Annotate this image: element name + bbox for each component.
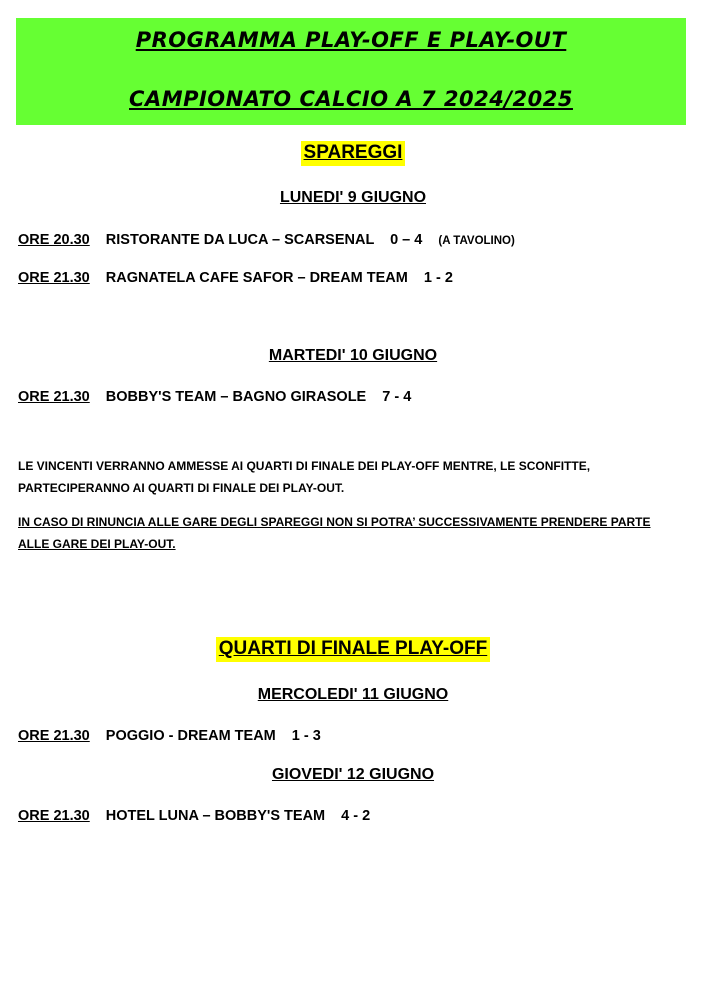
quarti-title: QUARTI DI FINALE PLAY-OFF bbox=[216, 637, 490, 662]
day-label: GIOVEDI' 12 GIUGNO bbox=[271, 766, 435, 783]
header-title: PROGRAMMA PLAY-OFF E PLAY-OUT bbox=[135, 28, 567, 52]
match-time: ORE 21.30 bbox=[18, 728, 90, 744]
notice-withdrawal bbox=[18, 511, 688, 555]
day-label: LUNEDI' 9 GIUGNO bbox=[279, 189, 427, 206]
header-subtitle: CAMPIONATO CALCIO A 7 2024/2025 bbox=[129, 87, 573, 111]
match-teams: RAGNATELA CAFE SAFOR – DREAM TEAM bbox=[105, 270, 408, 286]
match-note: (A TAVOLINO) bbox=[438, 235, 515, 247]
spareggi-title: SPAREGGI bbox=[301, 141, 406, 166]
match-row bbox=[18, 808, 370, 824]
match-teams: HOTEL LUNA – BOBBY'S TEAM bbox=[105, 808, 326, 824]
match-teams: POGGIO - DREAM TEAM bbox=[105, 728, 276, 744]
quarti-section-heading bbox=[0, 637, 706, 662]
notice-qualification bbox=[18, 455, 688, 499]
notice-line: PARTECIPERANNO AI QUARTI DI FINALE DEI PLAY-OUT. bbox=[18, 481, 345, 495]
match-teams: BOBBY'S TEAM – BAGNO GIRASOLE bbox=[105, 389, 367, 405]
match-score: 1 - 3 bbox=[291, 728, 321, 744]
match-row bbox=[18, 270, 453, 286]
match-score: 7 - 4 bbox=[382, 389, 412, 405]
match-score: 1 - 2 bbox=[423, 270, 453, 286]
match-time: ORE 21.30 bbox=[18, 389, 90, 405]
spareggi-section-heading bbox=[0, 141, 706, 166]
day-label: MERCOLEDI' 11 GIUGNO bbox=[257, 686, 449, 703]
notice-line: LE VINCENTI VERRANNO AMMESSE AI QUARTI DI FINALE DEI PLAY-OFF MENTRE, LE SCONFITTE, bbox=[18, 459, 591, 473]
match-score: 4 - 2 bbox=[341, 808, 371, 824]
match-row bbox=[18, 728, 321, 744]
match-score: 0 – 4 bbox=[390, 232, 423, 248]
match-time: ORE 21.30 bbox=[18, 808, 90, 824]
header-banner bbox=[16, 18, 686, 125]
match-row bbox=[18, 389, 411, 405]
match-row bbox=[18, 232, 515, 248]
match-teams: RISTORANTE DA LUCA – SCARSENAL bbox=[105, 232, 375, 248]
notice-line: ALLE GARE DEI PLAY-OUT. bbox=[18, 537, 176, 551]
match-time: ORE 20.30 bbox=[18, 232, 90, 248]
day-label: MARTEDI' 10 GIUGNO bbox=[268, 347, 438, 364]
match-time: ORE 21.30 bbox=[18, 270, 90, 286]
notice-line: IN CASO DI RINUNCIA ALLE GARE DEGLI SPAREGGI NON SI POTRA’ SUCCESSIVAMENTE PRENDERE PARTE bbox=[18, 515, 651, 529]
